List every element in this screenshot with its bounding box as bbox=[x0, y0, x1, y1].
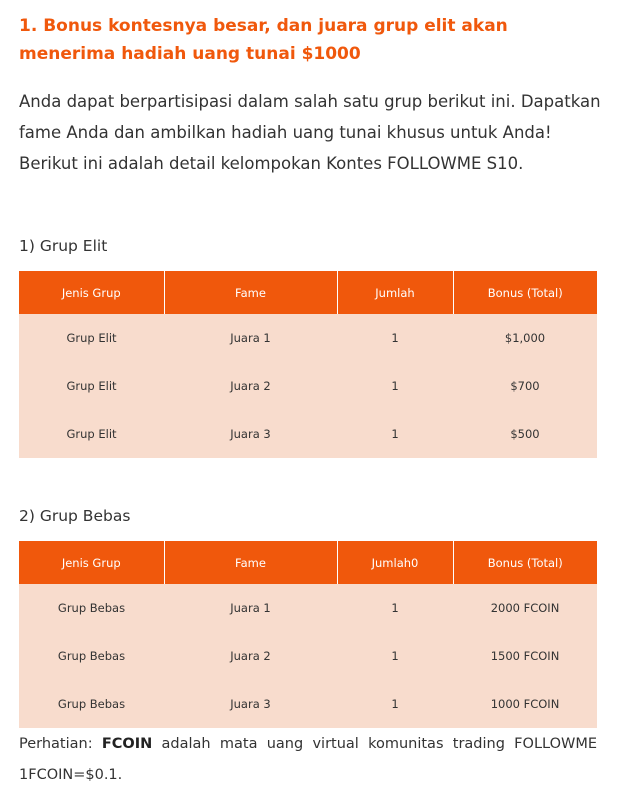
cell-bonus: 1000 FCOIN bbox=[453, 680, 597, 728]
group-bebas-table bbox=[19, 541, 597, 728]
cell-jumlah: 1 bbox=[337, 584, 453, 632]
note-text: adalah mata uang virtual komunitas trading FOLLOWME 1FCOIN=$0.1. bbox=[19, 736, 597, 783]
cell-fame: Juara 3 bbox=[164, 410, 337, 458]
header-jenis-grup: Jenis Grup bbox=[19, 541, 164, 584]
table-row bbox=[19, 632, 597, 680]
cell-fame: Juara 2 bbox=[164, 632, 337, 680]
cell-jenis-grup: Grup Elit bbox=[19, 314, 164, 362]
cell-jenis-grup: Grup Bebas bbox=[19, 632, 164, 680]
table-row bbox=[19, 584, 597, 632]
note-prefix: Perhatian: bbox=[19, 736, 102, 752]
header-jumlah: Jumlah0 bbox=[337, 541, 453, 584]
intro-paragraph: Anda dapat berpartisipasi dalam salah satu grup berikut ini. Dapatkan fame Anda dan ambilkan hadiah uang tunai khusus untuk Anda! Berikut ini adalah detail kelompokan Kontes FOLLOWME S10. bbox=[19, 92, 601, 173]
cell-jumlah: 1 bbox=[337, 632, 453, 680]
cell-bonus: 2000 FCOIN bbox=[453, 584, 597, 632]
cell-bonus: $500 bbox=[453, 410, 597, 458]
group-bebas-title: 2) Grup Bebas bbox=[19, 507, 131, 525]
table-row bbox=[19, 410, 597, 458]
cell-fame: Juara 2 bbox=[164, 362, 337, 410]
cell-jenis-grup: Grup Bebas bbox=[19, 680, 164, 728]
cell-bonus: $1,000 bbox=[453, 314, 597, 362]
group-elit-table bbox=[19, 271, 597, 458]
fcoin-note bbox=[19, 729, 597, 791]
cell-fame: Juara 3 bbox=[164, 680, 337, 728]
group-elit-title: 1) Grup Elit bbox=[19, 237, 108, 255]
cell-bonus: $700 bbox=[453, 362, 597, 410]
header-fame: Fame bbox=[164, 541, 337, 584]
note-term: FCOIN bbox=[101, 736, 153, 752]
table-row bbox=[19, 680, 597, 728]
cell-fame: Juara 1 bbox=[164, 314, 337, 362]
section-heading: 1. Bonus kontesnya besar, dan juara grup elit akan menerima hadiah uang tunai $1000 bbox=[19, 16, 508, 64]
cell-jumlah: 1 bbox=[337, 362, 453, 410]
cell-jenis-grup: Grup Elit bbox=[19, 410, 164, 458]
table-row bbox=[19, 362, 597, 410]
header-jenis-grup: Jenis Grup bbox=[19, 271, 164, 314]
header-bonus: Bonus (Total) bbox=[453, 271, 597, 314]
table-row bbox=[19, 314, 597, 362]
header-bonus: Bonus (Total) bbox=[453, 541, 597, 584]
cell-bonus: 1500 FCOIN bbox=[453, 632, 597, 680]
cell-jenis-grup: Grup Elit bbox=[19, 362, 164, 410]
cell-jumlah: 1 bbox=[337, 410, 453, 458]
cell-jumlah: 1 bbox=[337, 314, 453, 362]
header-fame: Fame bbox=[164, 271, 337, 314]
cell-jenis-grup: Grup Bebas bbox=[19, 584, 164, 632]
table-header-row bbox=[19, 541, 597, 584]
cell-jumlah: 1 bbox=[337, 680, 453, 728]
table-header-row bbox=[19, 271, 597, 314]
header-jumlah: Jumlah bbox=[337, 271, 453, 314]
cell-fame: Juara 1 bbox=[164, 584, 337, 632]
